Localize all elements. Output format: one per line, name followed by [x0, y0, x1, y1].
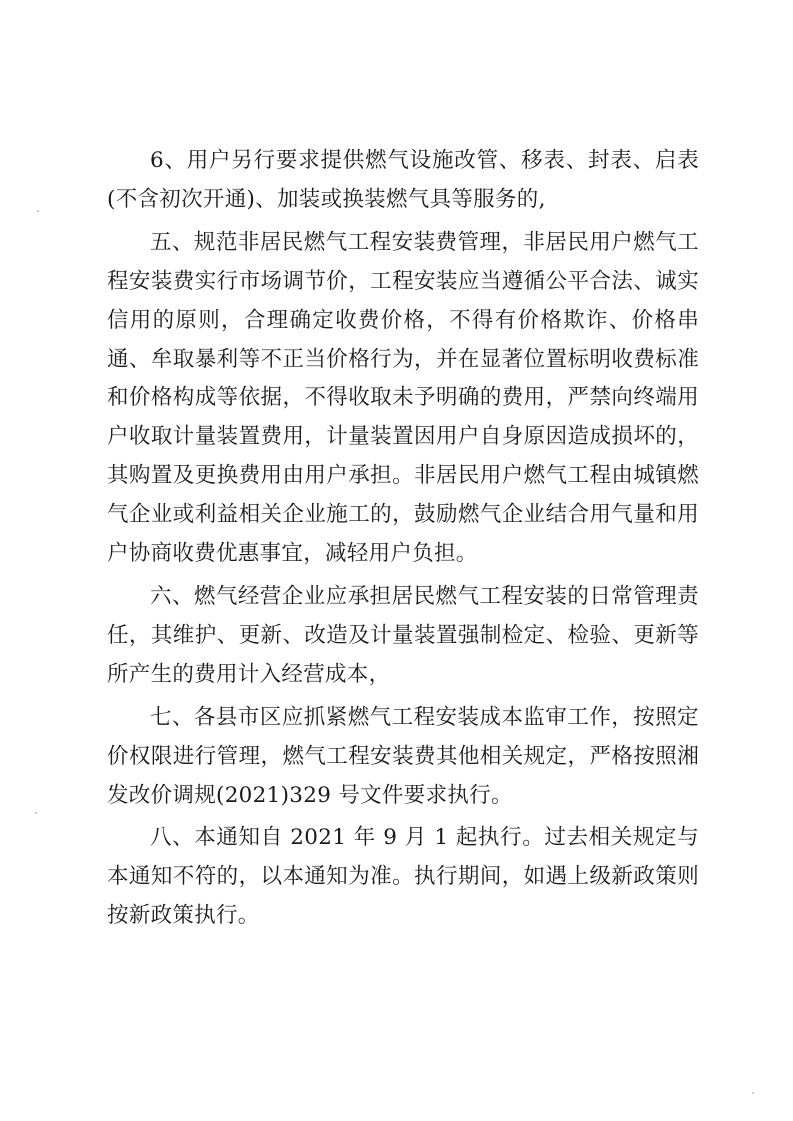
- paragraph-section-8: 八、本通知自 2021 年 9 月 1 起执行。过去相关规定与本通知不符的，以本通知为准。执行期间，如遇上级新政策则按新政策执行。: [107, 825, 699, 929]
- paragraph-item-6: 6、用户另行要求提供燃气设施改管、移表、封表、启表(不含初次开通)、加装或换装燃气具等服务的,: [107, 148, 699, 212]
- paragraph-section-7: 七、各县市区应抓紧燃气工程安装成本监审工作，按照定价权限进行管理，燃气工程安装费其他相关规定，严格按照湘发改价调规(2021)329 号文件要求执行。: [107, 704, 699, 808]
- document-body: [107, 142, 699, 940]
- scan-speck: [37, 210, 39, 212]
- scan-speck: [752, 1092, 754, 1094]
- paragraph-section-5: 五、规范非居民燃气工程安装费管理，非居民用户燃气工程安装费实行市场调节价，工程安装应当遵循公平合法、诚实信用的原则，合理确定收费价格，不得有价格欺诈、价格串通、牟取暴利等不正当价格行为，并在显著位置标明收费标准和价格构成等依据，不得收取未予明确的费用，严禁向终端用户收取计量装置费用，计量装置因用户自身原因造成损坏的，其购置及更换费用由用户承担。非居民用户燃气工程由城镇燃气企业或利益相关企业施工的，鼓励燃气企业结合用气量和用户协商收费优惠事宜，减轻用户负担。: [107, 229, 699, 567]
- scan-speck: [35, 812, 37, 814]
- paragraph-section-6: 六、燃气经营企业应承担居民燃气工程安装的日常管理责任，其维护、更新、改造及计量装置强制检定、检验、更新等所产生的费用计入经营成本，: [107, 583, 699, 687]
